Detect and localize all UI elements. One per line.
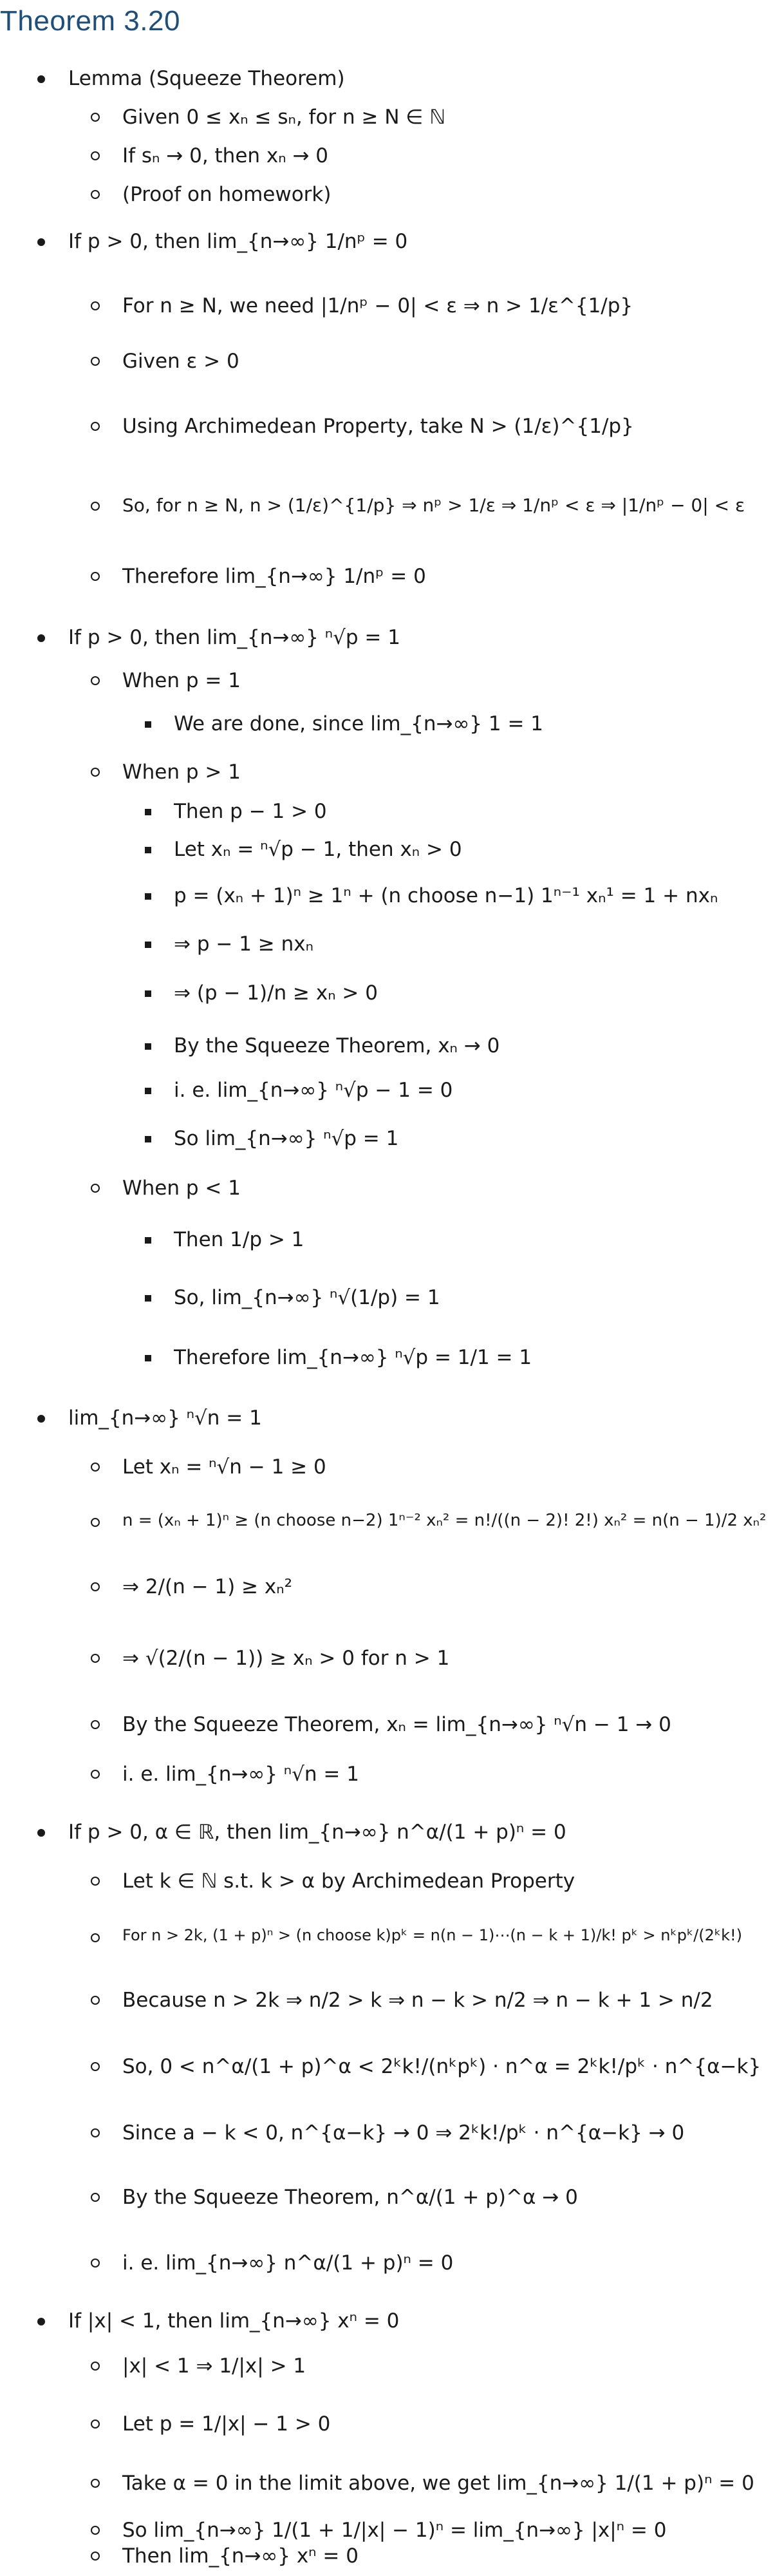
square-bullet-icon [145,1295,151,1302]
item-text: We are done, since lim_{n→∞} 1 = 1 [174,712,543,735]
square-bullet-icon [145,847,151,853]
hollow-circle-bullet-icon [91,1463,100,1472]
item-text: ⇒ p − 1 ≥ nxₙ [174,933,313,956]
item-text: Given 0 ≤ xₙ ≤ sₙ, for n ≥ N ∈ ℕ [122,106,446,129]
item-text: i. e. lim_{n→∞} ⁿ√p − 1 = 0 [174,1079,453,1102]
item-text: ⇒ 2/(n − 1) ≥ xₙ² [122,1575,293,1598]
square-bullet-icon [145,1088,151,1094]
hollow-circle-bullet-icon [91,422,100,431]
hollow-circle-bullet-icon [91,1518,100,1527]
filled-circle-bullet-icon [37,634,45,642]
item-text: Let k ∈ ℕ s.t. k > α by Archimedean Property [122,1870,575,1893]
filled-circle-bullet-icon [37,238,45,246]
item-text: If sₙ → 0, then xₙ → 0 [122,144,329,167]
item-text: If p > 0, then lim_{n→∞} ⁿ√p = 1 [68,626,400,649]
item-text: Lemma (Squeeze Theorem) [68,67,345,90]
square-bullet-icon [145,990,151,997]
hollow-circle-bullet-icon [91,768,100,777]
hollow-circle-bullet-icon [91,1184,100,1193]
item-text: So lim_{n→∞} ⁿ√p = 1 [174,1127,399,1150]
hollow-circle-bullet-icon [91,2193,100,2202]
item-text: So, for n ≥ N, n > (1/ε)^{1/p} ⇒ nᵖ > 1/ε ⇒ 1/nᵖ < ε ⇒ |1/nᵖ − 0| < ε [122,495,745,516]
hollow-circle-bullet-icon [91,502,100,511]
hollow-circle-bullet-icon [91,676,100,685]
filled-circle-bullet-icon [37,75,45,83]
square-bullet-icon [145,942,151,948]
item-text: When p > 1 [122,761,241,784]
page-title: Theorem 3.20 [0,5,180,37]
item-text: i. e. lim_{n→∞} ⁿ√n = 1 [122,1763,359,1786]
hollow-circle-bullet-icon [91,151,100,160]
item-text: Therefore lim_{n→∞} ⁿ√p = 1/1 = 1 [174,1346,532,1369]
hollow-circle-bullet-icon [91,190,100,199]
item-text: ⇒ (p − 1)/n ≥ xₙ > 0 [174,981,378,1005]
item-text: ⇒ √(2/(n − 1)) ≥ xₙ > 0 for n > 1 [122,1647,450,1670]
item-text: |x| < 1 ⇒ 1/|x| > 1 [122,2354,306,2378]
item-text: When p = 1 [122,669,241,692]
item-text: So lim_{n→∞} 1/(1 + 1/|x| − 1)ⁿ = lim_{n→∞} |x|ⁿ = 0 [122,2519,667,2542]
item-text: So, 0 < n^α/(1 + p)^α < 2ᵏk!/(nᵏpᵏ) · n^α = 2ᵏk!/pᵏ · n^{α−k} [122,2055,761,2078]
hollow-circle-bullet-icon [91,2062,100,2071]
item-text: Then lim_{n→∞} xⁿ = 0 [122,2544,359,2568]
hollow-circle-bullet-icon [91,1933,100,1942]
hollow-circle-bullet-icon [91,301,100,310]
square-bullet-icon [145,893,151,900]
item-text: For n > 2k, (1 + p)ⁿ > (n choose k)pᵏ = n(n − 1)⋯(n − k + 1)/k! pᵏ > nᵏpᵏ/(2ᵏk!) [122,1926,742,1944]
item-text: Let xₙ = ⁿ√n − 1 ≥ 0 [122,1455,326,1479]
hollow-circle-bullet-icon [91,2526,100,2535]
hollow-circle-bullet-icon [91,2420,100,2429]
item-text: So, lim_{n→∞} ⁿ√(1/p) = 1 [174,1286,440,1309]
item-text: i. e. lim_{n→∞} n^α/(1 + p)ⁿ = 0 [122,2251,454,2275]
item-text: By the Squeeze Theorem, xₙ → 0 [174,1034,500,1057]
hollow-circle-bullet-icon [91,357,100,366]
hollow-circle-bullet-icon [91,1582,100,1591]
hollow-circle-bullet-icon [91,2552,100,2561]
square-bullet-icon [145,1136,151,1142]
hollow-circle-bullet-icon [91,1654,100,1663]
filled-circle-bullet-icon [37,1415,45,1423]
item-text: When p < 1 [122,1177,241,1200]
hollow-circle-bullet-icon [91,2259,100,2268]
item-text: Let xₙ = ⁿ√p − 1, then xₙ > 0 [174,838,462,861]
square-bullet-icon [145,1355,151,1361]
item-text: Since a − k < 0, n^{α−k} → 0 ⇒ 2ᵏk!/pᵏ · n^{α−k} → 0 [122,2121,685,2145]
square-bullet-icon [145,1237,151,1244]
square-bullet-icon [145,1043,151,1050]
square-bullet-icon [145,721,151,728]
hollow-circle-bullet-icon [91,1996,100,2005]
item-text: p = (xₙ + 1)ⁿ ≥ 1ⁿ + (n choose n−1) 1ⁿ⁻¹ xₙ¹ = 1 + nxₙ [174,884,718,907]
filled-circle-bullet-icon [37,2318,45,2325]
item-text: lim_{n→∞} ⁿ√n = 1 [68,1406,262,1430]
item-text: Therefore lim_{n→∞} 1/nᵖ = 0 [122,565,426,588]
item-text: Given ε > 0 [122,350,239,373]
item-text: n = (xₙ + 1)ⁿ ≥ (n choose n−2) 1ⁿ⁻² xₙ² = n!/((n − 2)! 2!) xₙ² = n(n − 1)/2 xₙ² [122,1511,767,1530]
hollow-circle-bullet-icon [91,1877,100,1886]
hollow-circle-bullet-icon [91,113,100,122]
filled-circle-bullet-icon [37,1829,45,1837]
item-text: Using Archimedean Property, take N > (1/ε)^{1/p} [122,415,634,438]
item-text: (Proof on homework) [122,183,331,206]
item-text: If |x| < 1, then lim_{n→∞} xⁿ = 0 [68,2309,400,2333]
hollow-circle-bullet-icon [91,572,100,581]
item-text: If p > 0, α ∈ ℝ, then lim_{n→∞} n^α/(1 + p)ⁿ = 0 [68,1821,566,1844]
item-text: For n ≥ N, we need |1/nᵖ − 0| < ε ⇒ n > 1/ε^{1/p} [122,294,633,317]
hollow-circle-bullet-icon [91,2479,100,2488]
item-text: By the Squeeze Theorem, n^α/(1 + p)^α → 0 [122,2186,578,2209]
item-text: If p > 0, then lim_{n→∞} 1/nᵖ = 0 [68,230,408,253]
item-text: Let p = 1/|x| − 1 > 0 [122,2412,331,2436]
hollow-circle-bullet-icon [91,2362,100,2371]
square-bullet-icon [145,809,151,815]
item-text: Then 1/p > 1 [174,1228,304,1251]
item-text: Because n > 2k ⇒ n/2 > k ⇒ n − k > n/2 ⇒ n − k + 1 > n/2 [122,1989,713,2012]
hollow-circle-bullet-icon [91,1720,100,1729]
hollow-circle-bullet-icon [91,1770,100,1779]
item-text: Then p − 1 > 0 [174,800,327,823]
item-text: By the Squeeze Theorem, xₙ = lim_{n→∞} ⁿ√n − 1 → 0 [122,1713,671,1736]
item-text: Take α = 0 in the limit above, we get lim_{n→∞} 1/(1 + p)ⁿ = 0 [122,2472,754,2495]
hollow-circle-bullet-icon [91,2128,100,2137]
